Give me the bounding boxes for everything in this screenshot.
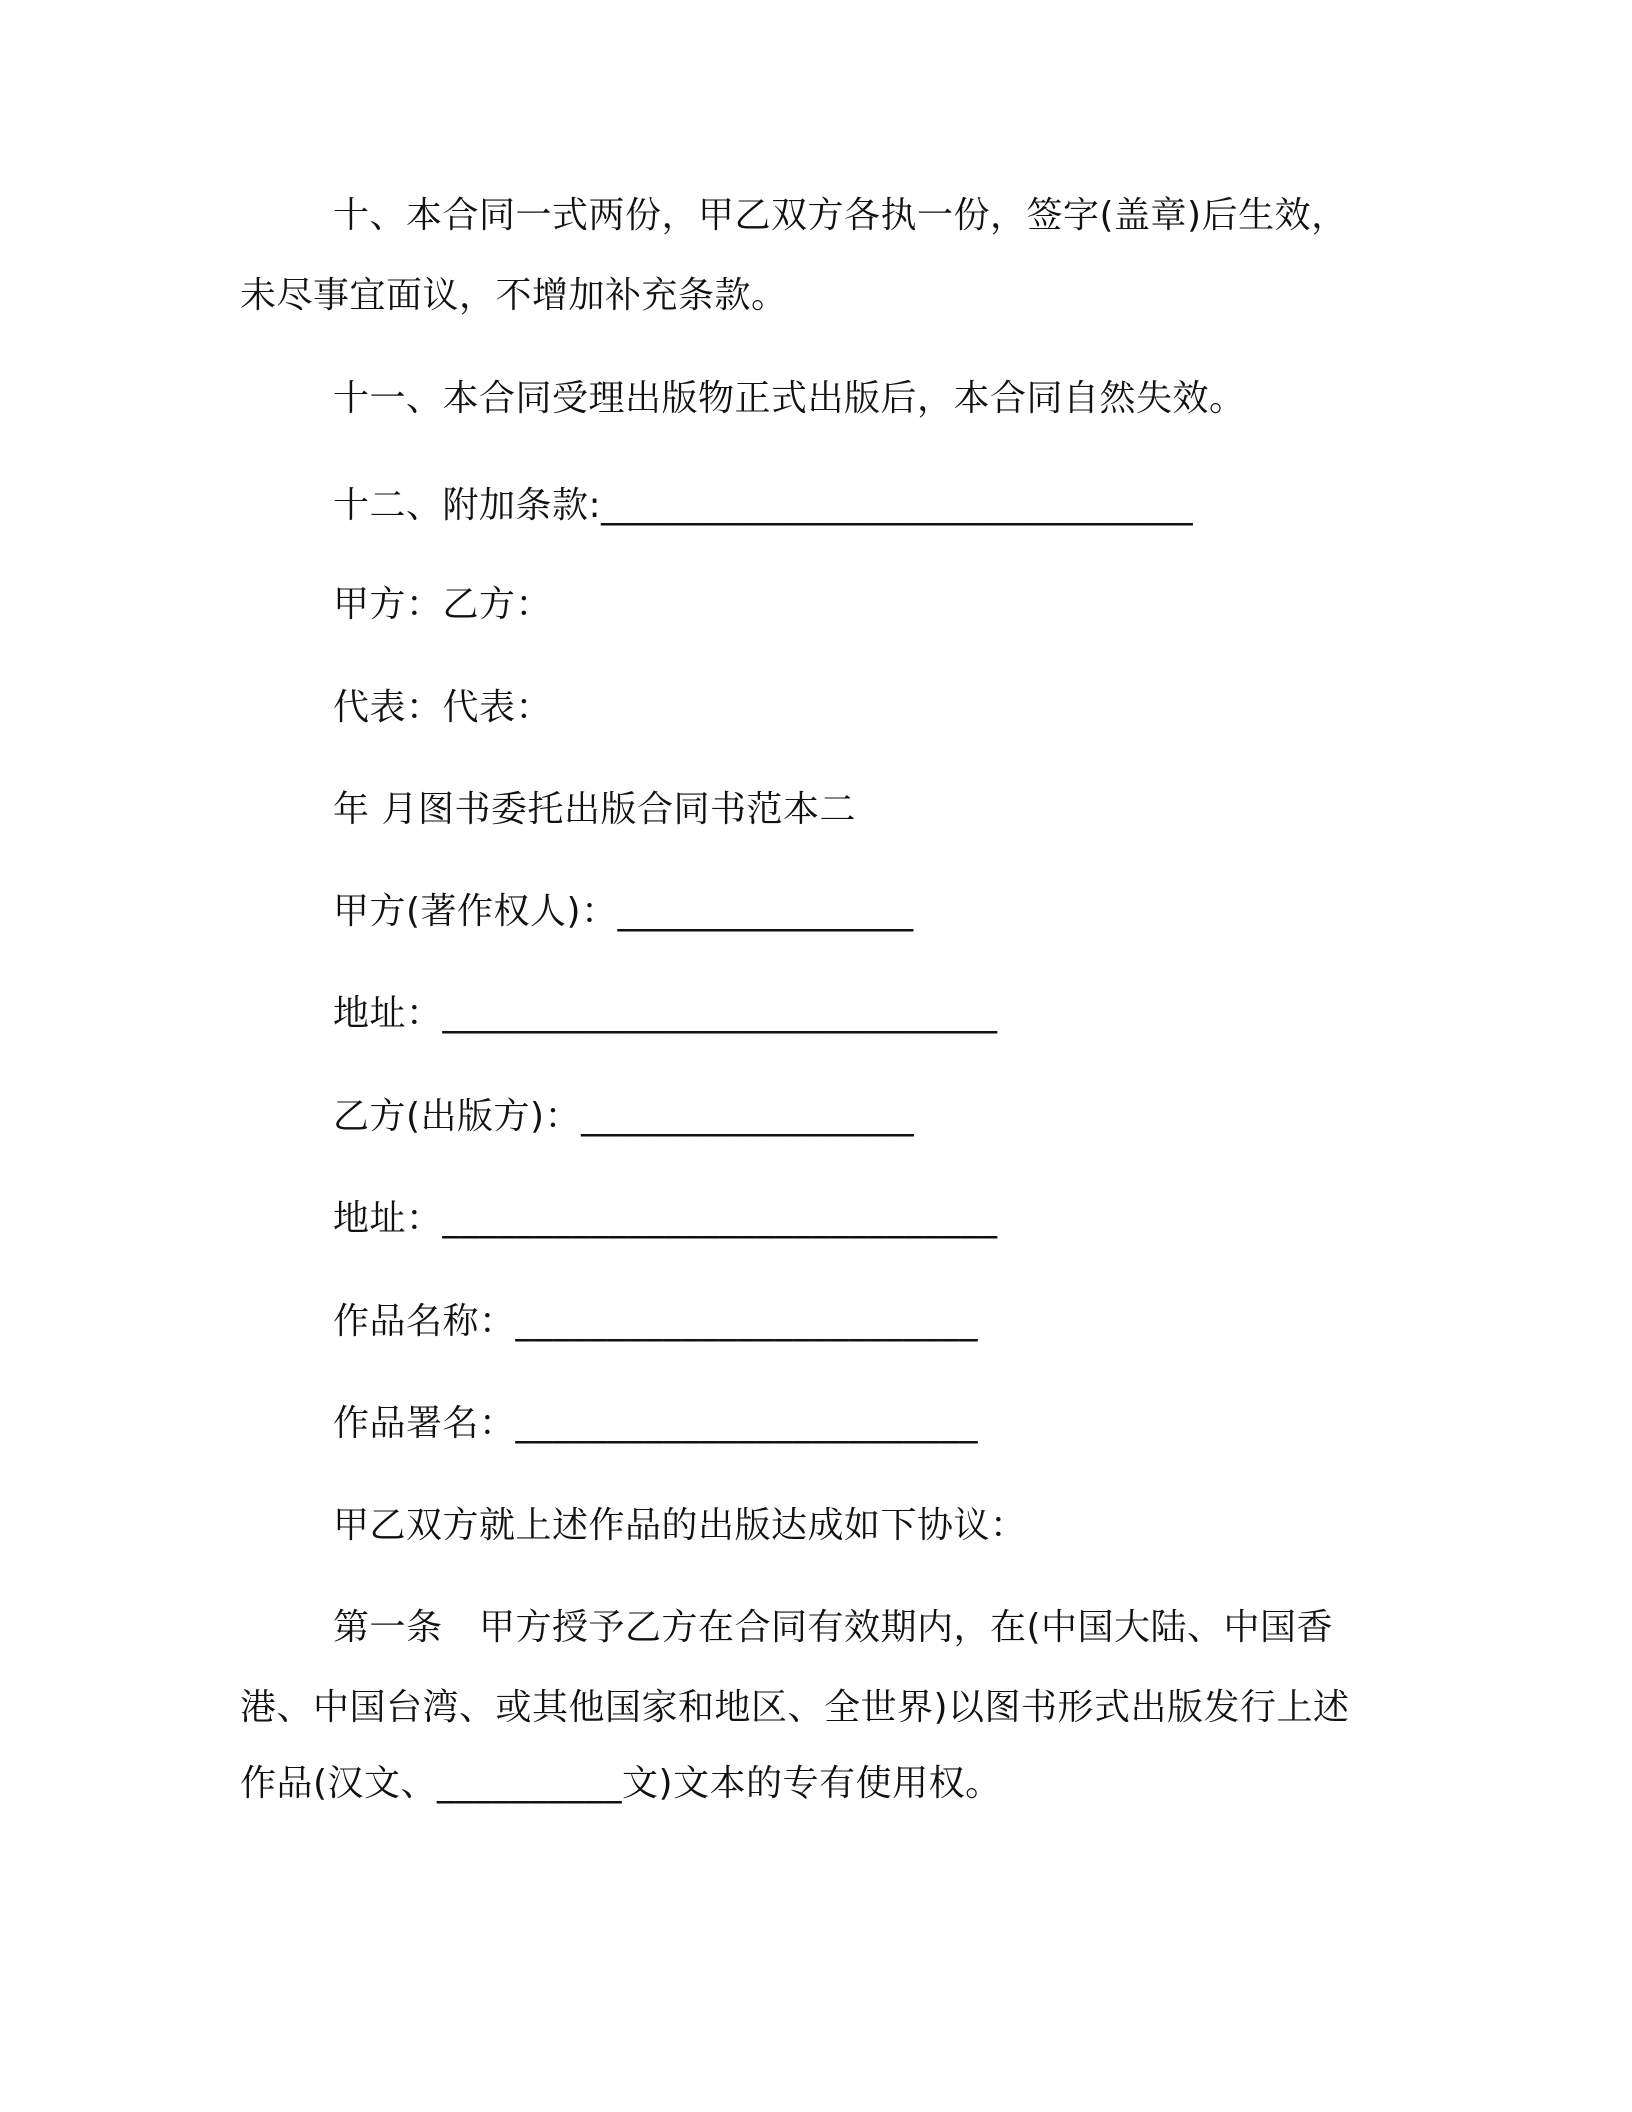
article-1-line-2: 港、中国台湾、或其他国家和地区、全世界)以图书形式出版发行上述 (240, 1687, 1350, 1728)
work-byline: 作品署名：_________________________ (333, 1403, 979, 1444)
work-title: 作品名称：_________________________ (333, 1301, 979, 1342)
party-a-address: 地址：______________________________ (333, 993, 998, 1034)
clause-10-line-2: 未尽事宜面议，不增加补充条款。 (240, 275, 788, 316)
party-b-address: 地址：______________________________ (333, 1198, 998, 1239)
article-1-line-1: 第一条 甲方授予乙方在合同有效期内，在(中国大陆、中国香 (333, 1607, 1334, 1648)
article-1-line-3: 作品(汉文、__________文)文本的专有使用权。 (240, 1763, 1002, 1804)
agreement-intro: 甲乙双方就上述作品的出版达成如下协议： (333, 1505, 1027, 1546)
party-labels: 甲方：乙方： (333, 584, 553, 625)
clause-12-additional-terms: 十二、附加条款:________________________________ (333, 485, 1194, 526)
representative-labels: 代表：代表： (333, 687, 553, 728)
clause-10-line-1: 十、本合同一式两份，甲乙双方各执一份，签字(盖章)后生效， (333, 195, 1348, 236)
party-b-publisher: 乙方(出版方)：__________________ (333, 1096, 915, 1137)
clause-11: 十一、本合同受理出版物正式出版后，本合同自然失效。 (333, 378, 1246, 419)
party-a-copyright-holder: 甲方(著作权人)：________________ (333, 891, 914, 932)
template-title: 年 月图书委托出版合同书范本二 (333, 789, 856, 830)
